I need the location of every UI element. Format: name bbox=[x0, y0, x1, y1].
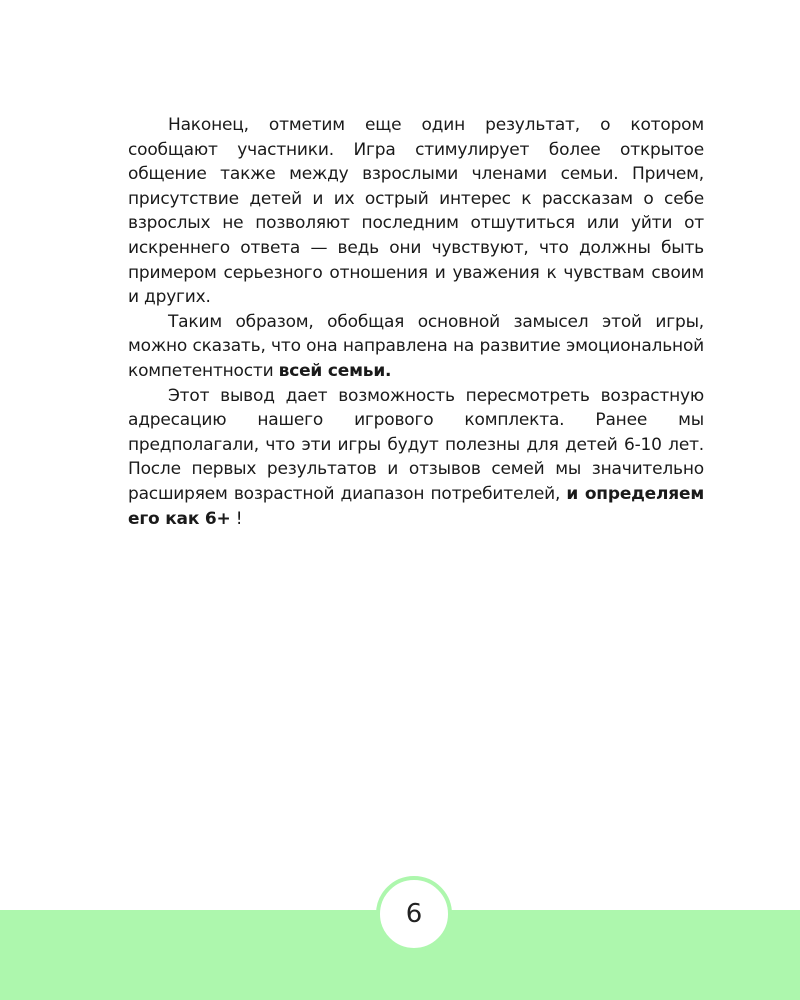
paragraph-1 bbox=[128, 113, 704, 310]
page-number: 6 bbox=[405, 899, 423, 929]
paragraph-3-text: Этот вывод дает возможность пересмотреть возрастную адресацию нашего игрового комплекта. Ранее мы предполагали, что эти игры будут полезны для детей 6-10 лет. После первых результатов и отзывов семей мы значительно расширяем возрастной диапазон потребителей, bbox=[128, 385, 704, 504]
paragraph-3-tail: ! bbox=[230, 508, 243, 529]
paragraph-2-emphasis: всей семьи. bbox=[278, 360, 392, 381]
paragraph-3 bbox=[128, 384, 704, 532]
paragraph-2-text: Таким образом, обобщая основной замысел этой игры, можно сказать, что она направлена на развитие эмоциональной компетентности bbox=[128, 311, 704, 381]
page-number-badge bbox=[376, 876, 452, 952]
paragraph-1-text: Наконец, отметим еще один результат, о котором сообщают участники. Игра стимулирует более открытое общение также между взрослыми членами семьи. Причем, присутствие детей и их острый интерес к рассказам о себе взрослых не позволяют последним отшутиться или уйти от искреннего ответа — ведь они чувствуют, что должны быть примером серьезного отношения и уважения к чувствам своим и других. bbox=[128, 115, 704, 308]
paragraph-3-emphasis: и определяем его как 6+ bbox=[128, 483, 705, 529]
page-body bbox=[128, 113, 704, 531]
paragraph-2 bbox=[128, 310, 704, 384]
